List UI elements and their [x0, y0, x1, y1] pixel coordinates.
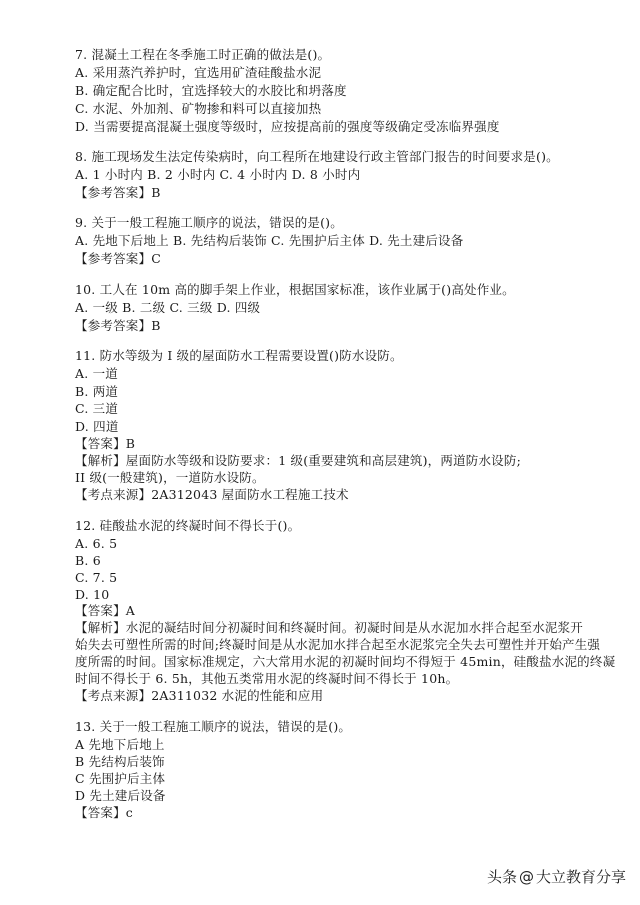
- question-12-analysis-line-4: 时间不得长于 6. 5h，其他五类常用水泥的终凝时间不得长于 10h。: [75, 671, 459, 686]
- question-8-title: 8. 施工现场发生法定传染病时，向工程所在地建设行政主管部门报告的时间要求是()。: [75, 149, 559, 164]
- question-13-title: 13. 关于一般工程施工顺序的说法，错误的是()。: [75, 719, 352, 734]
- question-11-analysis-line-1: 【解析】屋面防水等级和设防要求：1 级(重要建筑和高层建筑)，两道防水设防;: [75, 453, 521, 468]
- question-7-option-a: A. 采用蒸汽养护时，宜选用矿渣硅酸盐水泥: [75, 65, 322, 80]
- question-11-title: 11. 防水等级为 I 级的屋面防水工程需要设置()防水设防。: [75, 348, 403, 363]
- question-12-title: 12. 硅酸盐水泥的终凝时间不得长于()。: [75, 518, 301, 533]
- question-9-answer: 【参考答案】C: [75, 251, 161, 266]
- question-13-answer: 【答案】c: [75, 805, 134, 820]
- source-watermark: [487, 866, 626, 887]
- question-12-source: 【考点来源】2A311032 水泥的性能和应用: [75, 688, 324, 703]
- question-12-analysis-line-1: 【解析】水泥的凝结时间分初凝时间和终凝时间。初凝时间是从水泥加水拌合起至水泥浆开: [75, 620, 584, 635]
- question-9-options: A. 先地下后地上 B. 先结构后装饰 C. 先围护后主体 D. 先土建后设备: [75, 233, 464, 248]
- question-12-answer: 【答案】A: [75, 603, 136, 618]
- question-11-answer: 【答案】B: [75, 436, 136, 451]
- question-13-option-a: A 先地下后地上: [75, 737, 165, 752]
- question-10-answer: 【参考答案】B: [75, 318, 161, 333]
- question-12-option-a: A. 6. 5: [75, 536, 118, 551]
- watermark-account-name: 大立教育分享: [535, 868, 626, 886]
- question-7-option-b: B. 确定配合比时，宜选择较大的水胶比和坍落度: [75, 83, 347, 98]
- question-7-title: 7. 混凝土工程在冬季施工时正确的做法是()。: [75, 47, 331, 62]
- question-11-analysis-line-2: II 级(一般建筑)，一道防水设防。: [75, 470, 265, 485]
- question-13-option-d: D 先土建后设备: [75, 788, 166, 803]
- question-9-title: 9. 关于一般工程施工顺序的说法，错误的是()。: [75, 215, 343, 230]
- question-7-option-c: C. 水泥、外加剂、矿物掺和料可以直接加热: [75, 101, 322, 116]
- question-10-options: A. 一级 B. 二级 C. 三级 D. 四级: [75, 300, 261, 315]
- question-12-analysis-line-3: 度所需的时间。国家标准规定，六大常用水泥的初凝时间均不得短于 45min，硅酸盐水泥的终凝: [75, 654, 616, 669]
- question-10-title: 10. 工人在 10m 高的脚手架上作业，根据国家标准，该作业属于()高处作业。: [75, 282, 515, 297]
- question-12-option-b: B. 6: [75, 553, 101, 568]
- question-12-option-c: C. 7. 5: [75, 570, 118, 585]
- question-13-option-b: B 先结构后装饰: [75, 754, 165, 769]
- question-11-option-d: D. 四道: [75, 419, 119, 434]
- question-13-option-c: C 先围护后主体: [75, 771, 166, 786]
- question-8-answer: 【参考答案】B: [75, 185, 161, 200]
- question-12-analysis-line-2: 始失去可塑性所需的时间;终凝时间是从水泥加水拌合起至水泥浆完全失去可塑性并开始产生强: [75, 637, 601, 652]
- question-11-option-a: A. 一道: [75, 366, 118, 381]
- question-8-options: A. 1 小时内 B. 2 小时内 C. 4 小时内 D. 8 小时内: [75, 167, 361, 182]
- watermark-prefix: 头条: [486, 868, 517, 886]
- question-7-option-d: D. 当需要提高混凝土强度等级时，应按提高前的强度等级确定受冻临界强度: [75, 119, 500, 134]
- question-11-source: 【考点来源】2A312043 屋面防水工程施工技术: [75, 487, 349, 502]
- question-12-option-d: D. 10: [75, 587, 110, 602]
- question-11-option-b: B. 两道: [75, 384, 119, 399]
- question-11-option-c: C. 三道: [75, 401, 119, 416]
- at-icon: @: [518, 867, 534, 886]
